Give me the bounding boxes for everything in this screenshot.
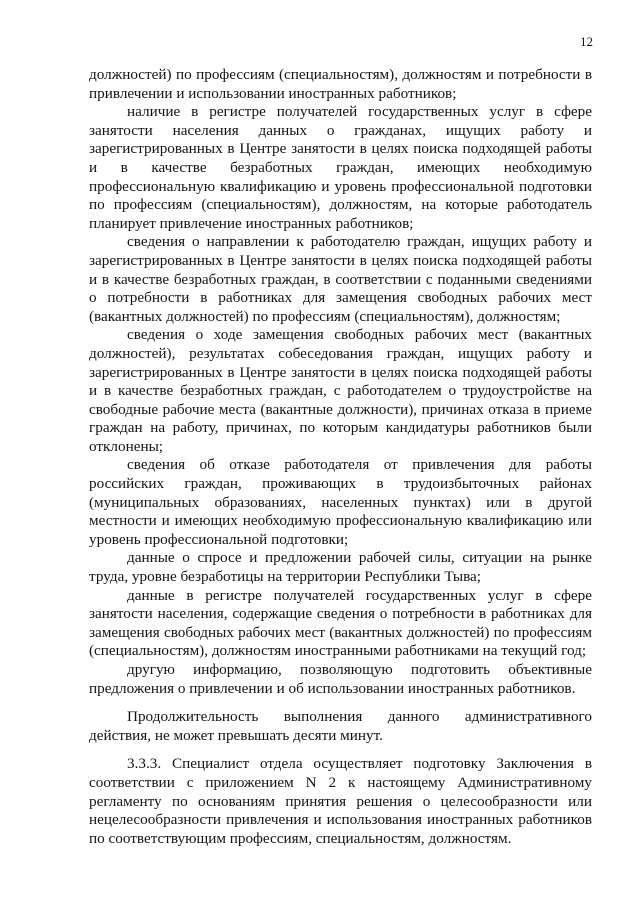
- document-body: [89, 66, 592, 848]
- paragraph: наличие в регистре получателей государственных услуг в сфере занятости населения данных о гражданах, ищущих работу и зарегистрированных в Центре занятости в целях поиска подходящей работы и в качестве безработных граждан, имеющих необходимую профессиональную квалификацию и уровень профессиональной подготовки по профессиям (специальностям), должностям, на которые работодатель планирует привлечение иностранных работников;: [89, 103, 592, 232]
- paragraph: должностей) по профессиям (специальностям), должностям и потребности в привлечении и использовании иностранных работников;: [89, 66, 592, 102]
- paragraph: Продолжительность выполнения данного административного действия, не может превышать десяти минут.: [89, 708, 592, 744]
- paragraph: сведения об отказе работодателя от привлечения для работы российских граждан, проживающих в трудоизбыточных районах (муниципальных образованиях, населенных пунктах) или в другой местности и имеющих необходимую профессиональную квалификацию или уровень профессиональной подготовки;: [89, 456, 592, 548]
- page-number: 12: [580, 34, 593, 49]
- paragraph: данные в регистре получателей государственных услуг в сфере занятости населения, содержащие сведения о потребности в работниках для замещения свободных рабочих мест (вакантных должностей) по профессиям (специальностям), должностям иностранными работниками на текущий год;: [89, 586, 592, 660]
- paragraph: сведения о ходе замещения свободных рабочих мест (вакантных должностей), результатах собеседования граждан, ищущих работу и зарегистрированных в Центре занятости в целях поиска подходящей работы и в качестве безработных граждан, с работодателем о трудоустройстве на свободные рабочие места (вакантные должности), причинах отказа в приеме граждан на работу, причинах, по которым кандидатуры работников были отклонены;: [89, 326, 592, 455]
- paragraph: сведения о направлении к работодателю граждан, ищущих работу и зарегистрированных в Центре занятости в целях поиска подходящей работы и в качестве безработных граждан, в соответствии с поданными сведениями о потребности в работниках для замещения свободных рабочих мест (вакантных должностей) по профессиям (специальностям), должностям;: [89, 233, 592, 325]
- paragraph: 3.3.3. Специалист отдела осуществляет подготовку Заключения в соответствии с приложением N 2 к настоящему Административному регламенту по основаниям принятия решения о целесообразности или нецелесообразности привлечения и использования иностранных работников по соответствующим профессиям, специальностям, должностям.: [89, 755, 592, 847]
- paragraph: другую информацию, позволяющую подготовить объективные предложения о привлечении и об использовании иностранных работников.: [89, 661, 592, 697]
- paragraph: данные о спросе и предложении рабочей силы, ситуации на рынке труда, уровне безработицы на территории Республики Тыва;: [89, 549, 592, 586]
